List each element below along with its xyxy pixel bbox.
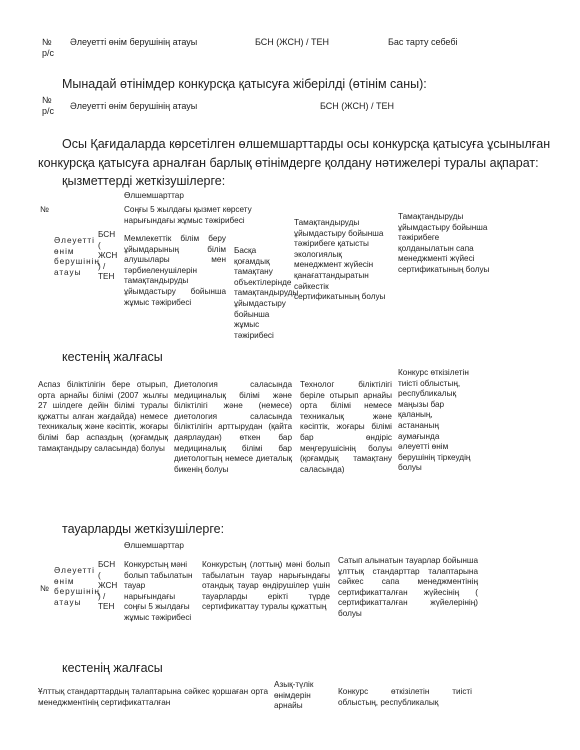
services-col1: Мемлекеттік білім беру ұйымдарының білім алушылары мен тәрбиеленушілерін тамақтандыруды ұйымдастыру бойынша жұмыс тәжірибесі [124,234,226,307]
goods-col2: Конкурстың (лоттың) мәні болып табылатын тауар нарығындағы отандық тауар өндірушілер үшін тауарларды ерікті түрде сертификаттау туралы құжаттың [202,560,330,612]
continuation2-col1: Ұлттық стандарттардың талаптарына сәйкес қоршаған орта менеджментінің сертификатталған [38,687,268,707]
continuation1-col2: Диетология саласында медициналық білімі және біліктілігі және (немесе) диетология саласында біліктілігін арттырудан (қайта даярлаудан) өткен бар медициналық білімі бар диетологтың немесе диеталық бикенің болуы [174,380,292,474]
continuation1-col3: Технолог біліктілігі беріле отырып арнайы орта білімі немесе техникалық және кәсіптік, жоғары білімі бар өндіріс меңгерушісінің болуы (қоғамдық тамақтану саласында) [300,380,392,474]
services-criteria-label: Өлшемшарттар [124,191,184,200]
services-name-header: Әлеуетті өнім берушінің атауы [54,236,100,277]
admitted-bin-header: БСН (ЖСН) / ТЕН [320,101,395,111]
services-title: қызметтерді жеткізушілерге: [62,174,226,188]
admitted-name-header: Әлеуетті өнім берушінің атауы [70,101,198,111]
continuation2-title: кестенің жалғасы [62,661,163,675]
rejected-name-header: Әлеуетті өнім берушінің атауы [70,37,198,47]
continuation1-col1: Аспаз біліктілігін бере отырып, орта арнайы білімі (2007 жылғы 27 шілдеге дейін білімі туралы құжатты алған жағдайда) немесе техникалық және кәсіптік, жоғары білімі бар аспаздың (қоғамдық тамақтандыру саласында) болуы [38,380,168,453]
services-no-header: № [40,205,49,214]
continuation2-col2: Азық-түлік өнімдерін арнайы [274,680,314,711]
admitted-title: Мынадай өтінімдер конкурсқа қатысуға жіберілді (өтінім саны): [62,77,427,91]
services-experience-header: Соңғы 5 жылдағы қызмет көрсету нарығындағы жұмыс тәжірибесі [124,205,252,225]
goods-bin-header: БСН ( ЖСН ) / ТЕН [98,560,118,612]
services-col2: Басқа қоғамдық тамақтану объектілерінде тамақтандыруды ұйымдастыру бойынша жұмыс тәжірибесі [234,246,299,340]
continuation1-title: кестенің жалғасы [62,350,163,364]
goods-criteria-label: Өлшемшарттар [124,541,184,550]
goods-col3: Сатып алынатын тауарлар бойынша ұлттық стандарттар талаптарына сәйкес сапа менеджментінің сертификатталған жүйесінің ( сертификатталған жүйелерінің) болуы [338,556,478,618]
continuation1-col4: Конкурс өткізілетін тиісті облыстың, республикалық маңызы бар қаланың, астананың аумағында әлеуетті өнім берушінің тіркеудің болуы [398,368,471,473]
admitted-no-header: № р/с [42,95,55,116]
criteria-intro-line2: конкурсқа қатысуға арналған барлық өтінімдерге қолдану нәтижелері туралы ақпарат: [38,156,539,170]
goods-title: тауарларды жеткізушілерге: [62,522,225,536]
services-col3: Тамақтандыруды ұйымдастыру бойынша тәжірибеге қатысты экологиялық менеджмент жүйесін қанағаттандыратын сәйкестік сертификатының болуы [294,218,386,302]
rejected-reason-header: Бас тарту себебі [388,37,458,47]
continuation2-col3: Конкурс өткізілетін тиісті облыстың, республикалық [338,687,472,707]
services-col4: Тамақтандыруды ұйымдастыру бойынша тәжірибеге қолданылатын сапа менеджменті жүйесі сертификатының болуы [398,212,490,274]
services-bin-header: БСН ( ЖСН ) / ТЕН [98,230,118,282]
criteria-intro-line1: Осы Қағидаларда көрсетілген өлшемшарттарды осы конкурсқа қатысуға ұсынылған [62,137,551,151]
rejected-bin-header: БСН (ЖСН) / ТЕН [255,37,330,47]
goods-name-header: Әлеуетті өнім берушінің атауы [54,566,100,607]
goods-col1: Конкурстың мәні болып табылатын тауар нарығындағы соңғы 5 жылдағы жұмыс тәжірибесі [124,560,193,622]
rejected-no-header: № р/с [42,37,55,58]
goods-no-header: № [40,584,49,593]
